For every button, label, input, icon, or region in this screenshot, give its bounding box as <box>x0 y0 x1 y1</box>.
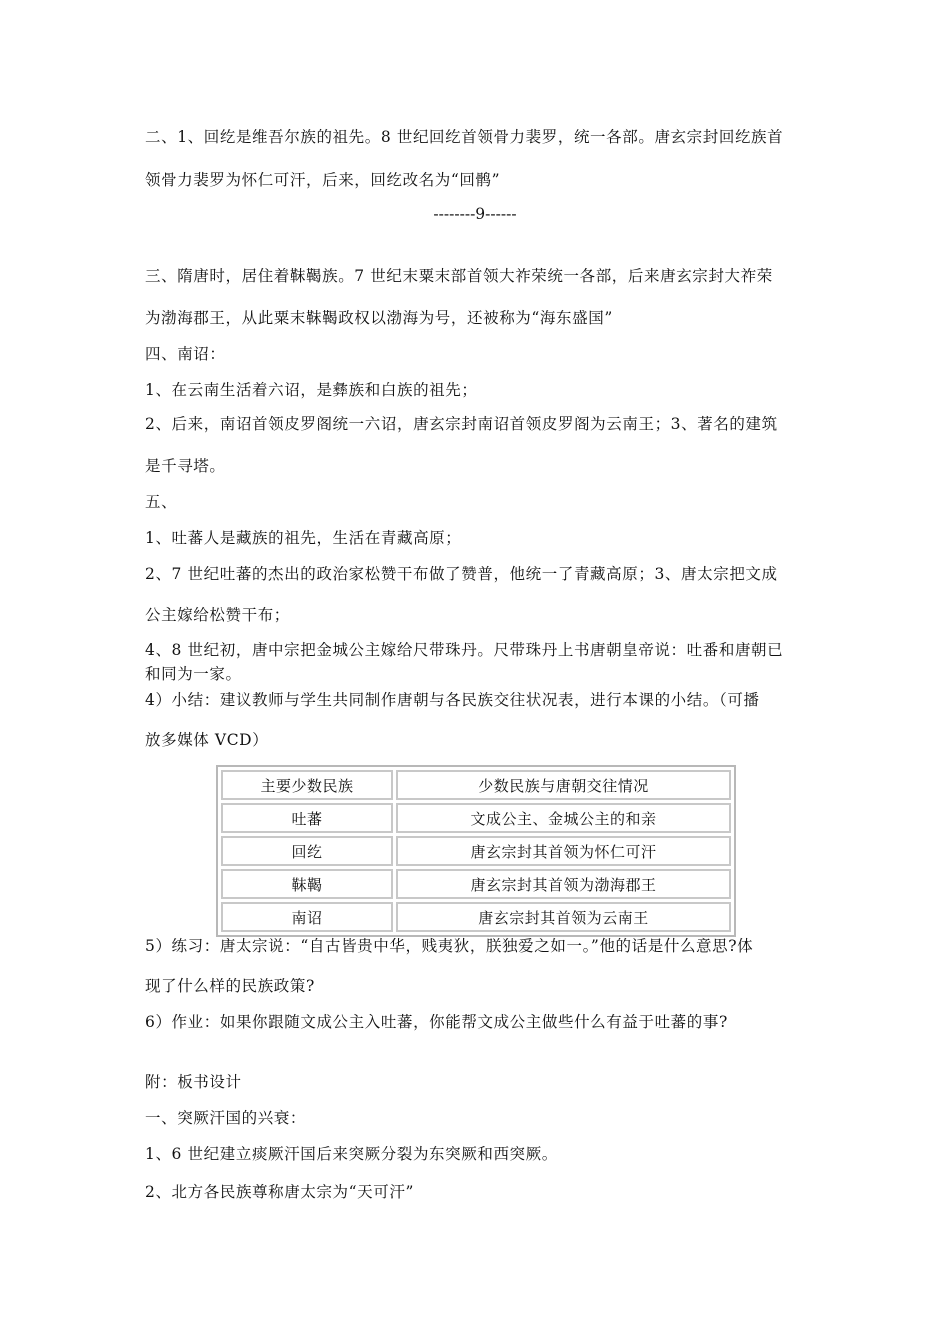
table-cell: 回纥 <box>221 836 393 866</box>
table-cell: 文成公主、金城公主的和亲 <box>396 803 731 833</box>
section-heading: 附：板书设计 <box>145 1073 242 1091</box>
table-cell: 唐玄宗封其首领为怀仁可汗 <box>396 836 731 866</box>
table-cell: 吐蕃 <box>221 803 393 833</box>
column-header: 少数民族与唐朝交往情况 <box>396 770 731 800</box>
table-row <box>221 836 731 866</box>
text-line: 和同为一家。 <box>145 665 242 683</box>
text-line: 2、7 世纪吐蕃的杰出的政治家松赞干布做了赞普，他统一了青藏高原；3、唐太宗把文成 <box>145 565 778 583</box>
text-line: 1、吐蕃人是藏族的祖先，生活在青藏高原； <box>145 529 462 547</box>
text-line: 公主嫁给松赞干布； <box>145 606 290 624</box>
column-header: 主要少数民族 <box>221 770 393 800</box>
text-line: 5）练习：唐太宗说：“自古皆贵中华，贱夷狄，朕独爱之如一。”他的话是什么意思?体 <box>145 937 754 955</box>
text-line: 6）作业：如果你跟随文成公主入吐蕃，你能帮文成公主做些什么有益于吐蕃的事? <box>145 1013 728 1031</box>
table-row <box>221 902 731 932</box>
text-line: 4）小结：建议教师与学生共同制作唐朝与各民族交往状况表，进行本课的小结。（可播 <box>145 691 760 709</box>
table-row <box>221 869 731 899</box>
table-cell: 唐玄宗封其首领为渤海郡王 <box>396 869 731 899</box>
text-line: 是千寻塔。 <box>145 457 226 475</box>
text-line: 三、隋唐时，居住着靺鞨族。7 世纪末粟末部首领大祚荣统一各部，后来唐玄宗封大祚荣 <box>145 267 773 285</box>
table-row <box>221 803 731 833</box>
text-line: 2、北方各民族尊称唐太宗为“天可汗” <box>145 1183 415 1201</box>
text-line: 1、6 世纪建立痰厥汗国后来突厥分裂为东突厥和西突厥。 <box>145 1145 558 1163</box>
section-heading: 一、突厥汗国的兴衰： <box>145 1109 307 1127</box>
text-line: 领骨力裴罗为怀仁可汗，后来，回纥改名为“回鹘” <box>145 171 501 189</box>
text-line: 2、后来，南诏首领皮罗阁统一六诏，唐玄宗封南诏首领皮罗阁为云南王；3、著名的建筑 <box>145 415 778 433</box>
section-heading: 五、 <box>145 493 178 511</box>
page-number: --------9------ <box>433 205 517 223</box>
table-cell: 靺鞨 <box>221 869 393 899</box>
table-cell: 南诏 <box>221 902 393 932</box>
text-line: 1、在云南生活着六诏，是彝族和白族的祖先； <box>145 381 478 399</box>
section-heading: 四、南诏： <box>145 345 226 363</box>
table-header-row <box>221 770 731 800</box>
text-line: 现了什么样的民族政策? <box>145 977 315 995</box>
text-line: 放多媒体 VCD） <box>145 731 269 749</box>
nationalities-table <box>216 765 736 937</box>
text-line: 二、1、回纥是维吾尔族的祖先。8 世纪回纥首领骨力裴罗，统一各部。唐玄宗封回纥族首 <box>145 128 784 146</box>
text-line: 4、8 世纪初，唐中宗把金城公主嫁给尺带珠丹。尺带珠丹上书唐朝皇帝说：吐番和唐朝已 <box>145 641 784 659</box>
text-line: 为渤海郡王，从此粟末靺鞨政权以渤海为号，还被称为“海东盛国” <box>145 309 613 327</box>
table-cell: 唐玄宗封其首领为云南王 <box>396 902 731 932</box>
